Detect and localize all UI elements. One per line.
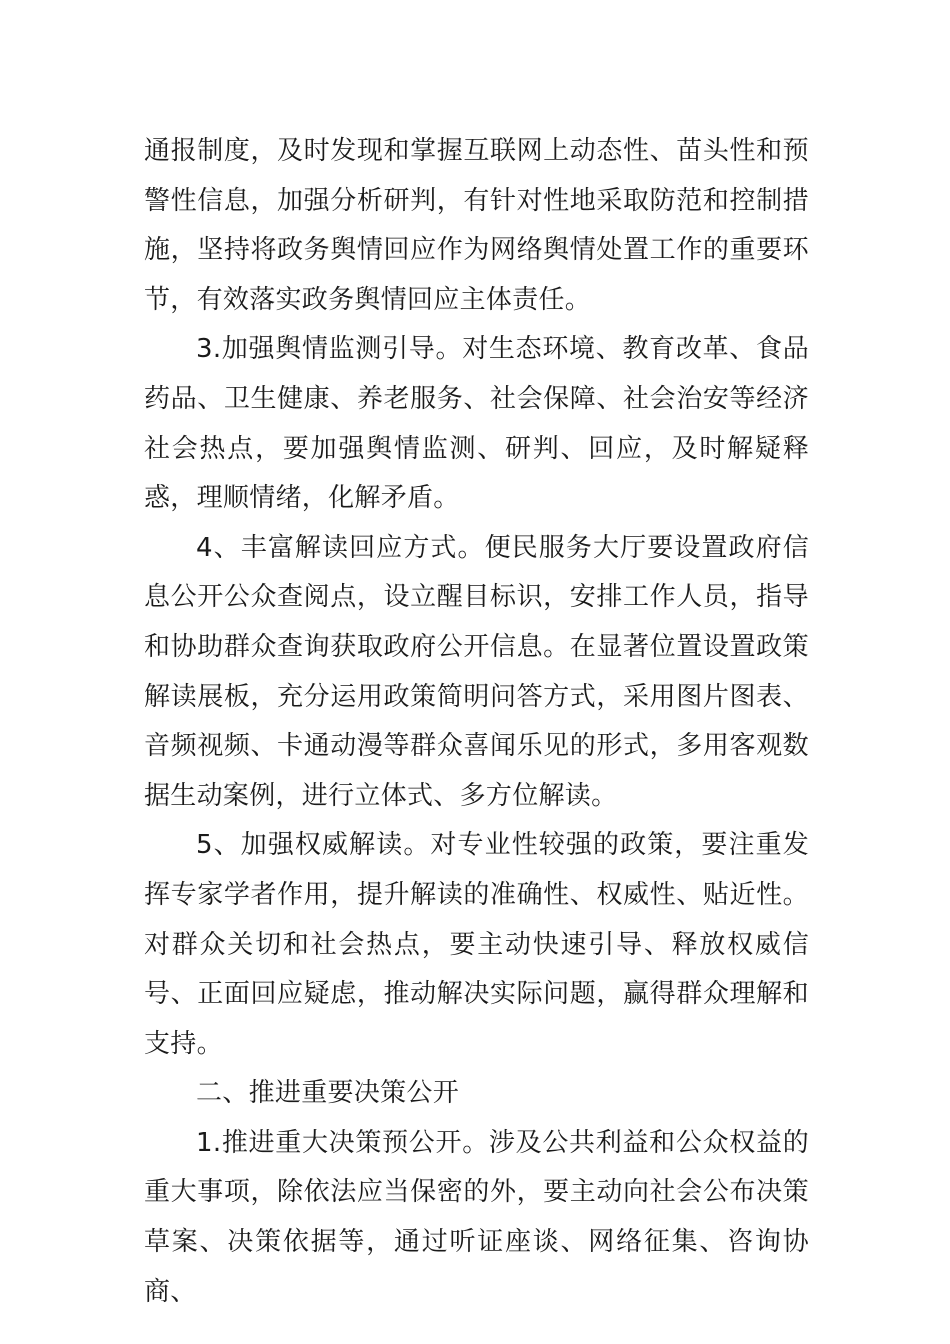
paragraph-5: 1.推进重大决策预公开。涉及公共利益和公众权益的重大事项，除依法应当保密的外，要主动向社会公布决策草案、决策依据等，通过听证座谈、网络征集、咨询协商、 [144, 1127, 809, 1307]
document-body [144, 127, 809, 1317]
paragraph-4: 5、加强权威解读。对专业性较强的政策，要注重发挥专家学者作用，提升解读的准确性、权威性、贴近性。对群众关切和社会热点，要主动快速引导、释放权威信号、正面回应疑虑，推动解决实际问题，赢得群众理解和支持。 [144, 830, 809, 1059]
paragraph-3: 4、丰富解读回应方式。便民服务大厅要设置政府信息公开公众查阅点，设立醒目标识，安排工作人员，指导和协助群众查询获取政府公开信息。在显著位置设置政策解读展板，充分运用政策简明问答方式，采用图片图表、音频视频、卡通动漫等群众喜闻乐见的形式，多用客观数据生动案例，进行立体式、多方位解读。 [144, 532, 809, 811]
paragraph-2: 3.加强舆情监测引导。对生态环境、教育改革、食品药品、卫生健康、养老服务、社会保障、社会治安等经济社会热点，要加强舆情监测、研判、回应，及时解疑释惑，理顺情绪，化解矛盾。 [144, 334, 809, 514]
paragraph-1: 通报制度，及时发现和掌握互联网上动态性、苗头性和预警性信息，加强分析研判，有针对性地采取防范和控制措施，坚持将政务舆情回应作为网络舆情处置工作的重要环节，有效落实政务舆情回应主体责任。 [144, 136, 809, 315]
section-heading: 二、推进重要决策公开 [196, 1078, 460, 1109]
